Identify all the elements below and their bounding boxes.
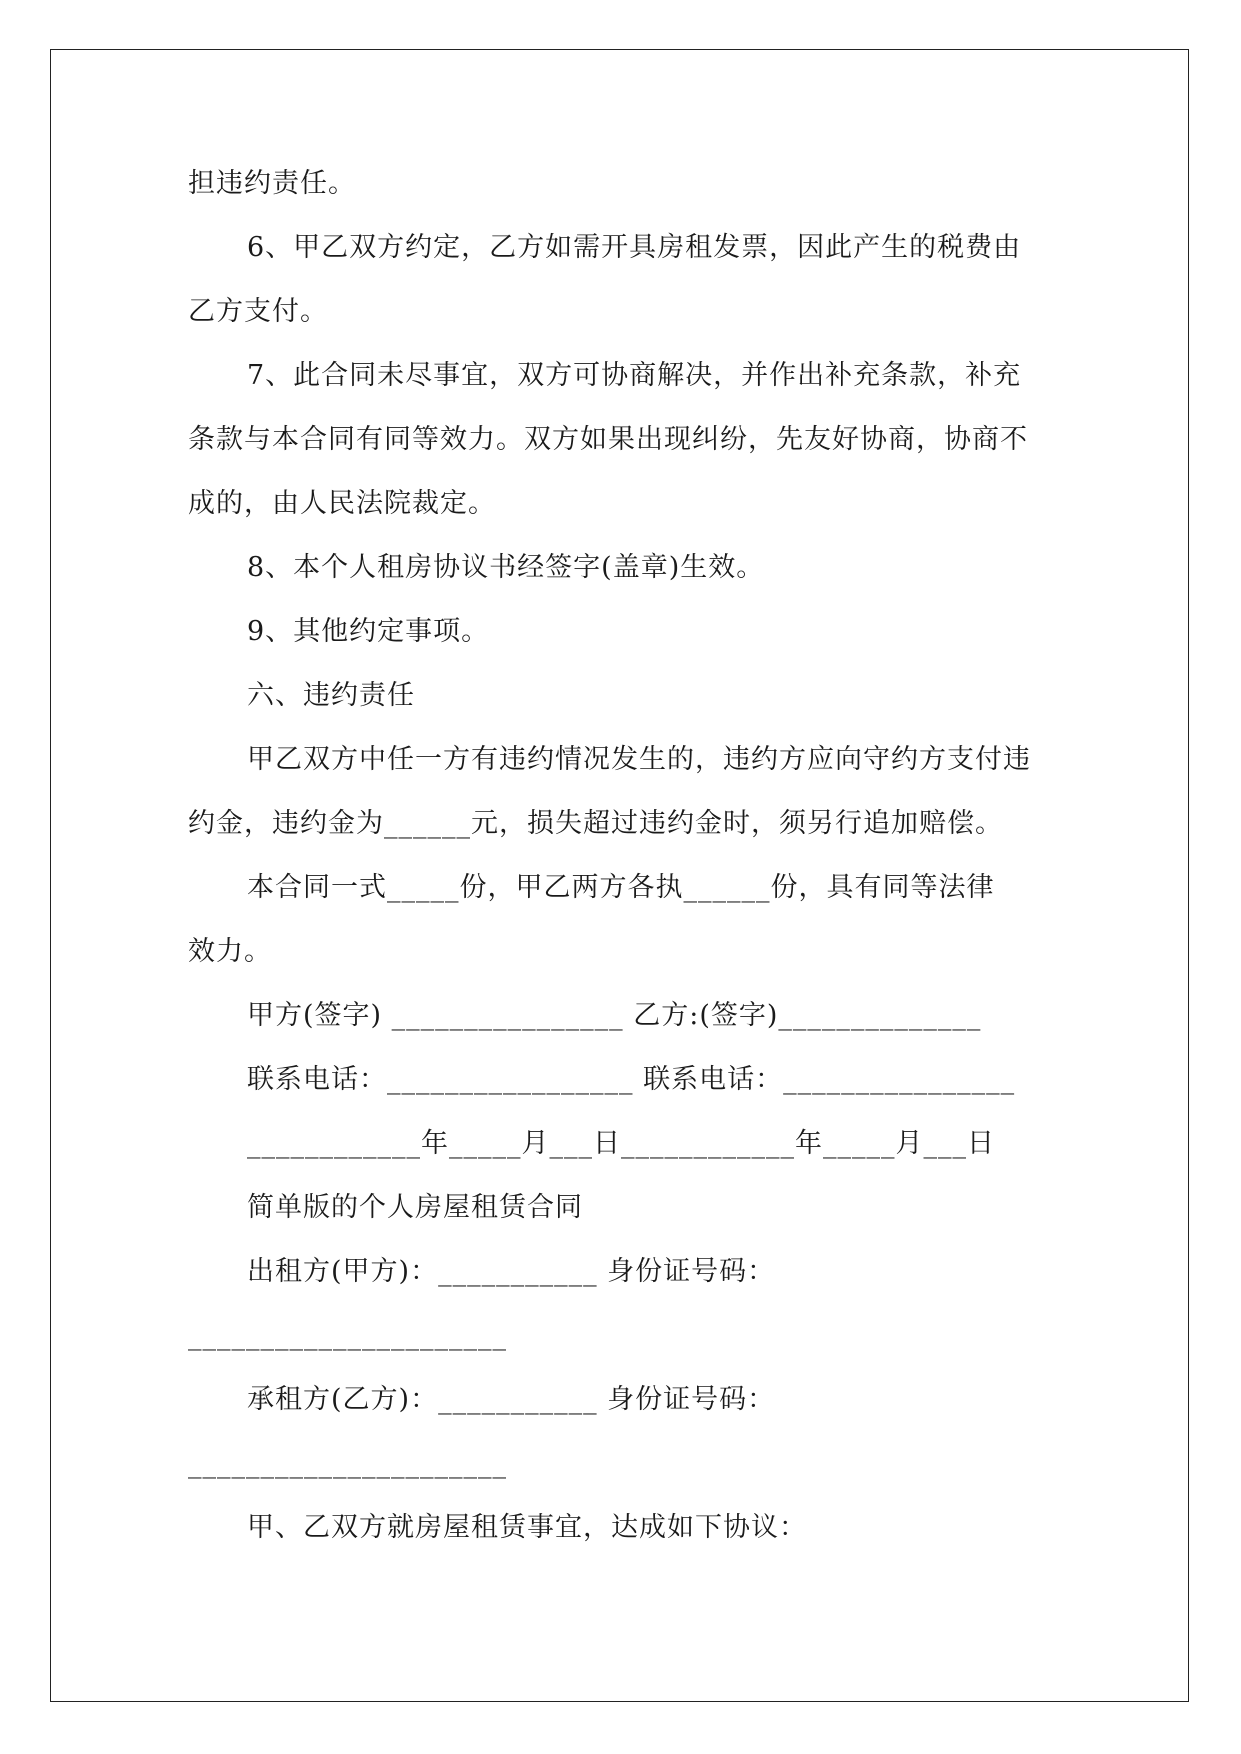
phone-line: 联系电话：_________________ 联系电话：________________ (247, 1064, 1016, 1095)
paragraph-line: 7、此合同未尽事宜，双方可协商解决，并作出补充条款，补充 (247, 360, 1022, 391)
paragraph-line: 约金，违约金为______元，损失超过违约金时，须另行追加赔偿。 (188, 808, 1003, 839)
document-subtitle: 简单版的个人房屋租赁合同 (247, 1192, 583, 1223)
paragraph-line: 6、甲乙双方约定，乙方如需开具房租发票，因此产生的税费由 (247, 232, 1022, 263)
paragraph-line: 条款与本合同有同等效力。双方如果出现纠纷，先友好协商，协商不 (188, 424, 1028, 455)
paragraph-line: 甲、乙双方就房屋租赁事宜，达成如下协议： (247, 1512, 807, 1543)
signature-line: 甲方(签字) ________________ 乙方:(签字)______________ (247, 1000, 982, 1031)
paragraph-line: 本合同一式_____份，甲乙两方各执______份，具有同等法律 (247, 872, 995, 903)
lessor-line: 出租方(甲方)：___________ 身份证号码： (247, 1256, 776, 1287)
paragraph-line: 甲乙双方中任一方有违约情况发生的，违约方应向守约方支付违 (247, 744, 1031, 775)
section-heading: 六、违约责任 (247, 680, 415, 711)
paragraph-line: 效力。 (188, 936, 272, 967)
paragraph-line: 9、其他约定事项。 (247, 616, 490, 647)
lessee-line: 承租方(乙方)：___________ 身份证号码： (247, 1384, 776, 1415)
paragraph-line: 担违约责任。 (188, 168, 356, 199)
paragraph-line: 8、本个人租房协议书经签字(盖章)生效。 (247, 552, 765, 583)
id-blank-line: ______________________ (188, 1448, 507, 1479)
paragraph-line: 乙方支付。 (188, 296, 328, 327)
id-blank-line: ______________________ (188, 1320, 507, 1351)
date-line: ____________年_____月___日____________年_____月___日 (247, 1128, 995, 1159)
paragraph-line: 成的，由人民法院裁定。 (188, 488, 496, 519)
